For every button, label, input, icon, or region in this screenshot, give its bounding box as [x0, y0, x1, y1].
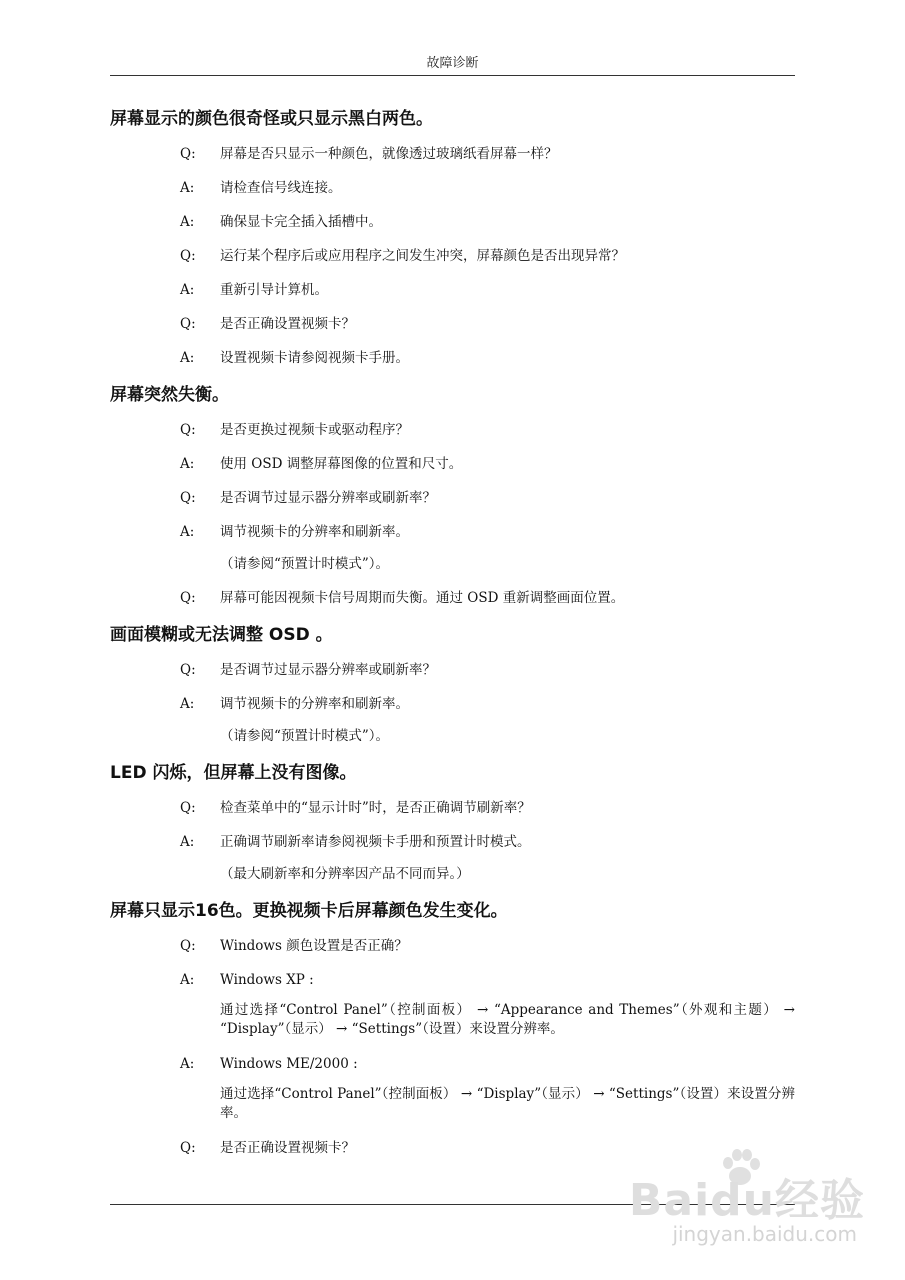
qa-tag: Q:: [180, 590, 196, 606]
question-row: [110, 315, 800, 333]
qa-tag: Q:: [180, 248, 196, 264]
qa-tag: Q:: [180, 800, 196, 816]
qa-tag: A:: [180, 972, 195, 988]
qa-tag: Q:: [180, 316, 196, 332]
troubleshoot-section: [110, 899, 800, 1157]
qa-tag: Q:: [180, 490, 196, 506]
troubleshoot-section: [110, 383, 800, 607]
qa-text: 重新引导计算机。: [220, 282, 328, 298]
question-row: [110, 247, 800, 265]
qa-text: 运行某个程序后或应用程序之间发生冲突，屏幕颜色是否出现异常？: [220, 248, 625, 264]
baidu-watermark: [625, 1146, 865, 1256]
answer-row: [110, 971, 800, 989]
qa-text: 是否更换过视频卡或驱动程序？: [220, 422, 409, 438]
answer-row: [110, 523, 800, 541]
qa-text: 是否正确设置视频卡？: [220, 316, 355, 332]
question-row: [110, 661, 800, 679]
section-title: 屏幕突然失衡。: [110, 385, 229, 405]
qa-text: 使用 OSD 调整屏幕图像的位置和尺寸。: [220, 456, 463, 472]
qa-text: 屏幕是否只显示一种颜色，就像透过玻璃纸看屏幕一样？: [220, 146, 558, 162]
troubleshoot-section: [110, 107, 800, 367]
document-body: [110, 107, 800, 1173]
question-row: [110, 145, 800, 163]
answer-row: [110, 179, 800, 197]
qa-text: Windows 颜色设置是否正确？: [220, 938, 408, 954]
troubleshoot-section: [110, 623, 800, 745]
question-row: [110, 937, 800, 955]
header-rule: [110, 75, 795, 76]
qa-tag: A:: [180, 524, 195, 540]
qa-tag: A:: [180, 180, 195, 196]
question-row: [110, 489, 800, 507]
answer-row: [110, 281, 800, 299]
answer-row: [110, 695, 800, 713]
qa-text: 确保显卡完全插入插槽中。: [220, 214, 382, 230]
question-row: [110, 421, 800, 439]
reference-note: （请参阅“预置计时模式”）。: [220, 728, 390, 744]
question-row: [110, 799, 800, 817]
instruction-paragraph: 通过选择“Control Panel”（控制面板） → “Display”（显示） → “Settings”（设置）来设置分辨率。: [220, 1086, 795, 1121]
section-title: 画面模糊或无法调整 OSD 。: [110, 625, 333, 645]
qa-text: 调节视频卡的分辨率和刷新率。: [220, 524, 409, 540]
qa-tag: Q:: [180, 662, 196, 678]
qa-tag: Q:: [180, 938, 196, 954]
qa-text: 屏幕可能因视频卡信号周期而失衡。通过 OSD 重新调整画面位置。: [220, 590, 625, 606]
qa-tag: A:: [180, 350, 195, 366]
section-title: LED 闪烁，但屏幕上没有图像。: [110, 763, 357, 783]
qa-text: 是否正确设置视频卡？: [220, 1140, 355, 1156]
qa-tag: A:: [180, 834, 195, 850]
section-title: 屏幕只显示16色。更换视频卡后屏幕颜色发生变化。: [110, 901, 508, 921]
qa-text: 请检查信号线连接。: [220, 180, 342, 196]
question-row: [110, 589, 800, 607]
qa-tag: A:: [180, 1056, 195, 1072]
qa-text: 正确调节刷新率请参阅视频卡手册和预置计时模式。: [220, 834, 531, 850]
watermark-url: jingyan.baidu.com: [672, 1222, 857, 1246]
instruction-paragraph: 通过选择“Control Panel”（控制面板） → “Appearance and Themes”（外观和主题） → “Display”（显示） → “Settings”（设置）来设置分辨率。: [220, 1002, 795, 1037]
qa-tag: Q:: [180, 422, 196, 438]
answer-row: [110, 213, 800, 231]
reference-note: （请参阅“预置计时模式”）。: [220, 556, 390, 572]
page-header: 故障诊断: [426, 56, 479, 71]
qa-text: 是否调节过显示器分辨率或刷新率？: [220, 662, 436, 678]
section-title: 屏幕显示的颜色很奇怪或只显示黑白两色。: [110, 109, 433, 129]
troubleshoot-section: [110, 761, 800, 883]
qa-tag: Q:: [180, 1140, 196, 1156]
reference-note: （最大刷新率和分辨率因产品不同而异。）: [220, 866, 470, 882]
qa-text: 检查菜单中的“显示计时”时，是否正确调节刷新率？: [220, 800, 531, 816]
watermark-logo: Baidu经验: [628, 1175, 865, 1226]
qa-text: 设置视频卡请参阅视频卡手册。: [220, 350, 409, 366]
answer-row: [110, 833, 800, 851]
qa-text: Windows XP :: [220, 972, 314, 988]
qa-tag: A:: [180, 696, 195, 712]
qa-text: 调节视频卡的分辨率和刷新率。: [220, 696, 409, 712]
answer-row: [110, 1055, 800, 1073]
qa-tag: A:: [180, 214, 195, 230]
qa-tag: A:: [180, 456, 195, 472]
qa-text: Windows ME/2000 :: [220, 1056, 358, 1072]
answer-row: [110, 455, 800, 473]
qa-tag: A:: [180, 282, 195, 298]
qa-tag: Q:: [180, 146, 196, 162]
qa-text: 是否调节过显示器分辨率或刷新率？: [220, 490, 436, 506]
answer-row: [110, 349, 800, 367]
